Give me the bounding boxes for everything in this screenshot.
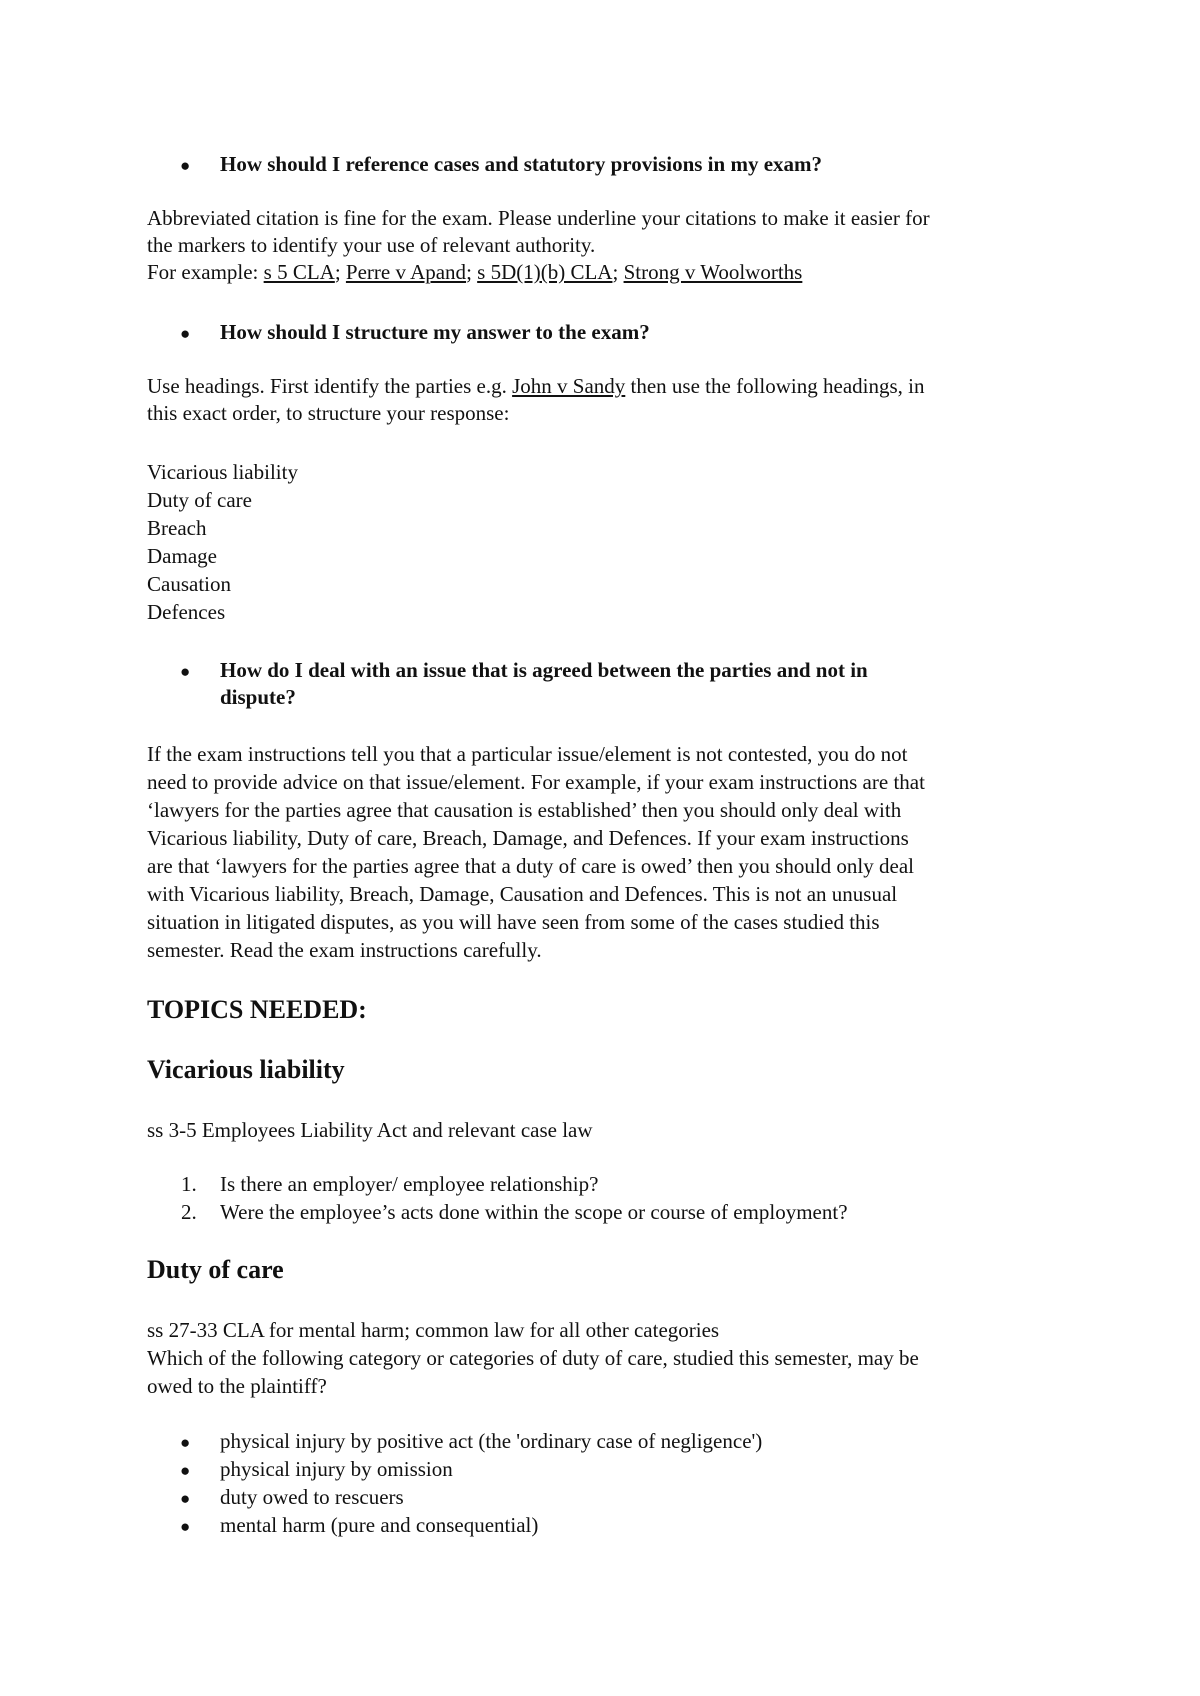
structure-text: then use the following headings, in: [625, 374, 925, 398]
heading-list-item: Breach: [147, 516, 207, 540]
heading-list-item: Causation: [147, 572, 231, 596]
duty-intro-line-3: owed to the plaintiff?: [147, 1374, 327, 1398]
heading-list-item: Vicarious liability: [147, 460, 298, 484]
agreed-paragraph-line: If the exam instructions tell you that a particular issue/element is not contested, you do not: [147, 742, 908, 766]
heading-list-item: Duty of care: [147, 488, 252, 512]
citation-paragraph-line-1: Abbreviated citation is fine for the exam. Please underline your citations to make it easier for: [147, 206, 930, 230]
agreed-paragraph-line: semester. Read the exam instructions carefully.: [147, 938, 542, 962]
duty-category-item: mental harm (pure and consequential): [220, 1513, 539, 1537]
structure-text: Use headings. First identify the parties e.g.: [147, 374, 513, 398]
duty-category-item: physical injury by positive act (the 'ordinary case of negligence'): [220, 1429, 763, 1453]
agreed-paragraph-line: need to provide advice on that issue/element. For example, if your exam instructions are that: [147, 770, 925, 794]
duty-of-care-heading: Duty of care: [147, 1255, 284, 1284]
citation-s5d1b-cla: s 5D(1)(b) CLA: [477, 260, 613, 284]
faq-question-1: How should I reference cases and statutory provisions in my exam?: [220, 152, 823, 176]
structure-paragraph-line-2: this exact order, to structure your response:: [147, 401, 510, 425]
bullet-icon: ●: [180, 1517, 191, 1536]
duty-intro-line-2: Which of the following category or categories of duty of care, studied this semester, may be: [147, 1346, 919, 1370]
bullet-icon: ●: [180, 156, 191, 175]
agreed-paragraph-line: Vicarious liability, Duty of care, Breach, Damage, and Defences. If your exam instructions: [147, 826, 909, 850]
example-prefix: For example:: [147, 260, 264, 284]
duty-category-item: physical injury by omission: [220, 1457, 453, 1481]
citation-strong-v-woolworths: Strong v Woolworths: [623, 260, 803, 284]
faq-question-3-line-2: dispute?: [220, 685, 296, 709]
agreed-paragraph-line: situation in litigated disputes, as you will have seen from some of the cases studied this: [147, 910, 880, 934]
agreed-paragraph-line: are that ‘lawyers for the parties agree that a duty of care is owed’ then you should only deal: [147, 854, 914, 878]
duty-category-item: duty owed to rescuers: [220, 1485, 404, 1509]
duty-intro-line-1: ss 27-33 CLA for mental harm; common law for all other categories: [147, 1318, 720, 1342]
citation-s5-cla: s 5 CLA: [263, 260, 335, 284]
faq-question-3-line-1: How do I deal with an issue that is agreed between the parties and not in: [220, 658, 868, 682]
bullet-icon: ●: [180, 324, 191, 343]
list-number: 1.: [181, 1172, 197, 1196]
heading-list-item: Damage: [147, 544, 217, 568]
bullet-icon: ●: [180, 1433, 191, 1452]
citation-example: [147, 258, 1067, 286]
structure-paragraph-line-1: [147, 372, 1067, 400]
heading-list-item: Defences: [147, 600, 226, 624]
citation-perre-v-apand: Perre v Apand: [345, 260, 467, 284]
vicarious-question-2: Were the employee’s acts done within the scope or course of employment?: [220, 1200, 848, 1224]
citation-separator: ;: [466, 260, 478, 284]
topics-needed-heading: TOPICS NEEDED:: [147, 995, 367, 1024]
bullet-icon: ●: [180, 662, 191, 681]
citation-separator: ;: [334, 260, 346, 284]
vicarious-intro: ss 3-5 Employees Liability Act and relevant case law: [147, 1118, 593, 1142]
bullet-icon: ●: [180, 1489, 191, 1508]
vicarious-liability-heading: Vicarious liability: [147, 1055, 345, 1084]
vicarious-question-1: Is there an employer/ employee relationship?: [220, 1172, 599, 1196]
list-number: 2.: [181, 1200, 197, 1224]
faq-question-2: How should I structure my answer to the exam?: [220, 320, 650, 344]
citation-paragraph-line-2: the markers to identify your use of relevant authority.: [147, 233, 596, 257]
bullet-icon: ●: [180, 1461, 191, 1480]
agreed-paragraph-line: with Vicarious liability, Breach, Damage, Causation and Defences. This is not an unusual: [147, 882, 898, 906]
agreed-paragraph-line: ‘lawyers for the parties agree that causation is established’ then you should only deal with: [147, 798, 902, 822]
case-john-v-sandy: John v Sandy: [512, 374, 626, 398]
citation-separator: ;: [612, 260, 624, 284]
